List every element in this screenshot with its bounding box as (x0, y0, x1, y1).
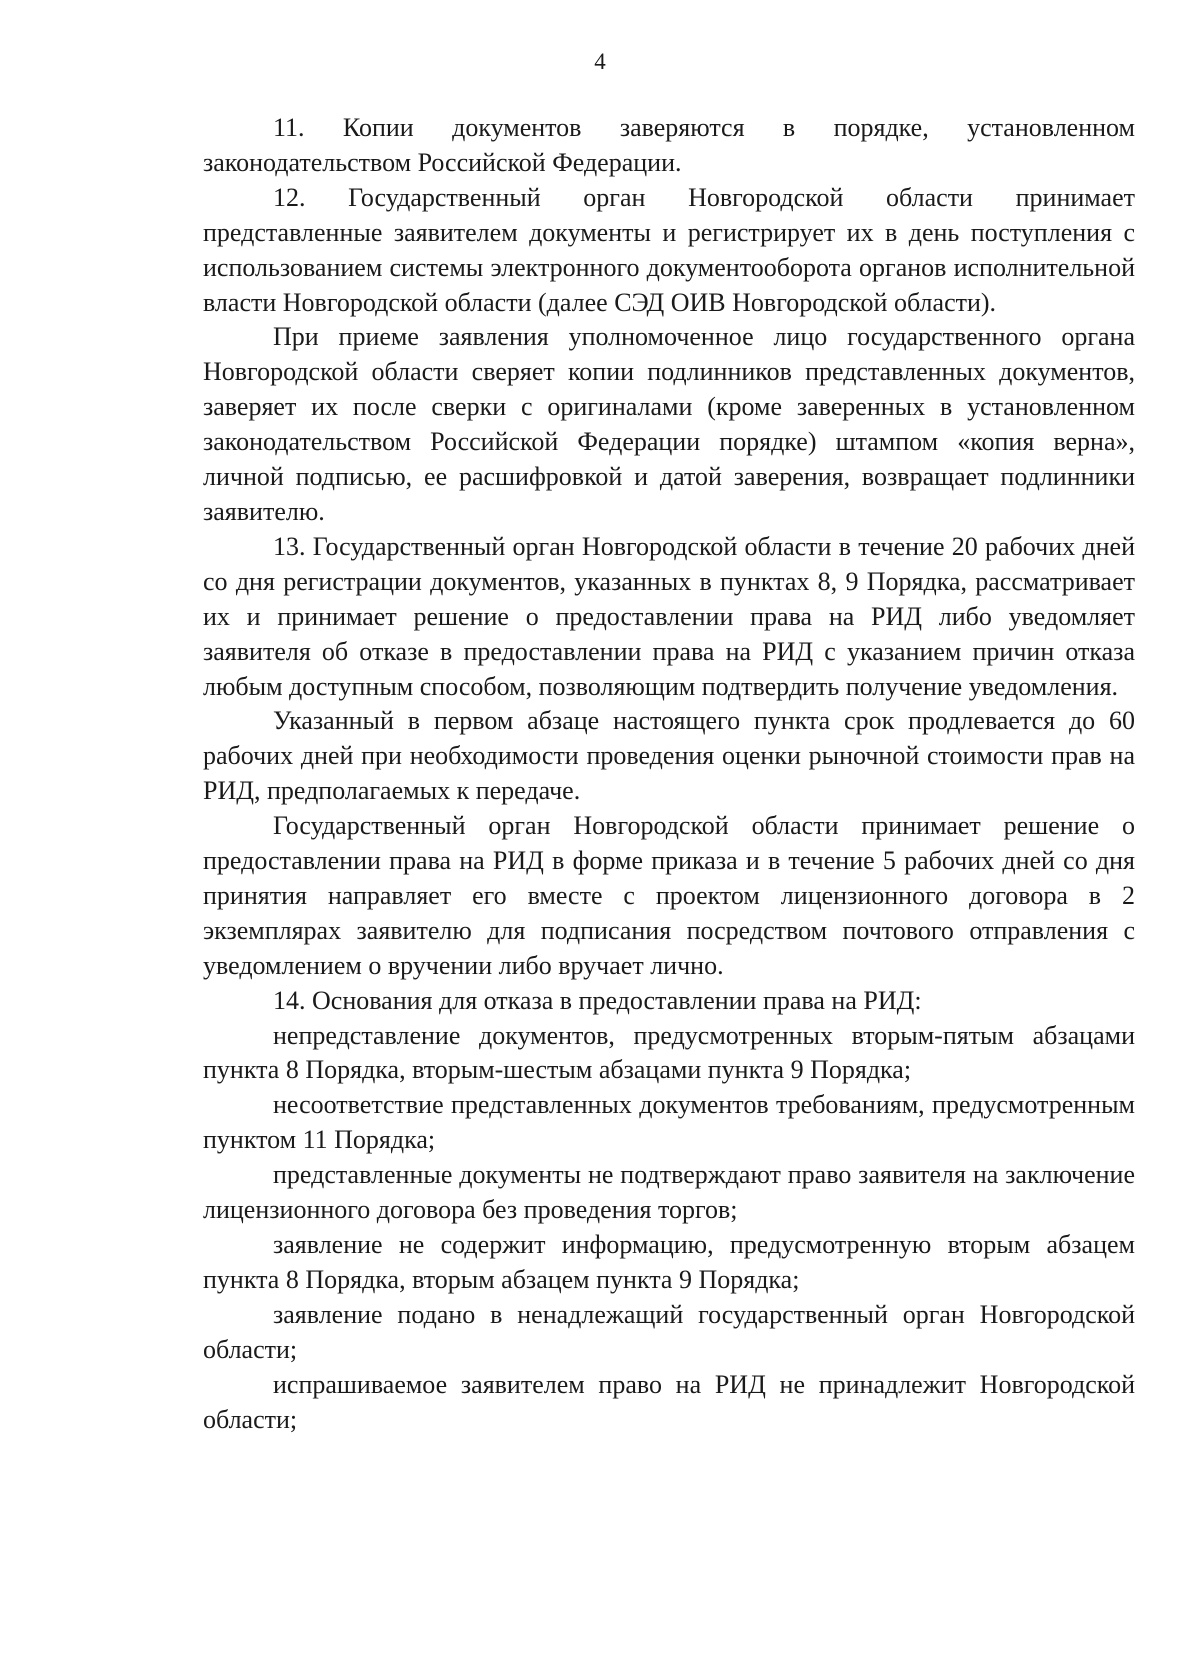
paragraph-13: 13. Государственный орган Новгородской области в течение 20 рабочих дней со дня регистрации документов, указанных в пунктах 8, 9 Порядка, рассматривает их и принимает решение о предоставлении права на РИД либо уведомляет заявителя об отказе в предоставлении права на РИД с указанием причин отказа любым доступным способом, позволяющим подтвердить получение уведомления. (203, 531, 1135, 701)
paragraph-12: 12. Государственный орган Новгородской области принимает представленные заявителем документы и регистрирует их в день поступления с использованием системы электронного документооборота органов исполнительной власти Новгородской области (далее СЭД ОИВ Новгородской области). (203, 182, 1135, 317)
paragraph-11: 11. Копии документов заверяются в порядке, установленном законодательством Российской Федерации. (203, 113, 1135, 177)
refusal-ground-missing-documents: непредставление документов, предусмотренных вторым-пятым абзацами пункта 8 Порядка, вторым-шестым абзацами пункта 9 Порядка; (203, 1020, 1135, 1085)
refusal-ground-not-owned: испрашиваемое заявителем право на РИД не принадлежит Новгородской области; (203, 1369, 1135, 1434)
refusal-ground-noncompliance: несоответствие представленных документов требованиям, предусмотренным пунктом 11 Порядка; (203, 1090, 1135, 1155)
paragraph-14: 14. Основания для отказа в предоставлении права на РИД: (273, 985, 922, 1015)
document-body (203, 111, 1135, 1437)
paragraph-13-decision: Государственный орган Новгородской области принимает решение о предоставлении права на РИД в форме приказа и в течение 5 рабочих дней со дня принятия направляет его вместе с проектом лицензионного договора в 2 экземплярах заявителю для подписания посредством почтового отправления с уведомлением о вручении либо вручает лично. (203, 811, 1135, 980)
refusal-ground-missing-information: заявление не содержит информацию, предусмотренную вторым абзацем пункта 8 Порядка, вторым абзацем пункта 9 Порядка; (203, 1230, 1135, 1294)
refusal-ground-no-right: представленные документы не подтверждают право заявителя на заключение лицензионного договора без проведения торгов; (203, 1160, 1135, 1225)
refusal-ground-wrong-authority: заявление подано в ненадлежащий государственный орган Новгородской области; (203, 1299, 1135, 1364)
paragraph-12-acceptance: При приеме заявления уполномоченное лицо государственного органа Новгородской области сверяет копии подлинников представленных документов, заверяет их после сверки с оригиналами (кроме заверенных в установленном законодательством Российской Федерации порядке) штампом «копия верна», личной подписью, ее расшифровкой и датой заверения, возвращает подлинники заявителю. (203, 322, 1135, 526)
paragraph-13-term-extension: Указанный в первом абзаце настоящего пункта срок продлевается до 60 рабочих дней при необходимости проведения оценки рыночной стоимости прав на РИД, предполагаемых к передаче. (203, 706, 1135, 806)
page-number: 4 (594, 49, 606, 74)
